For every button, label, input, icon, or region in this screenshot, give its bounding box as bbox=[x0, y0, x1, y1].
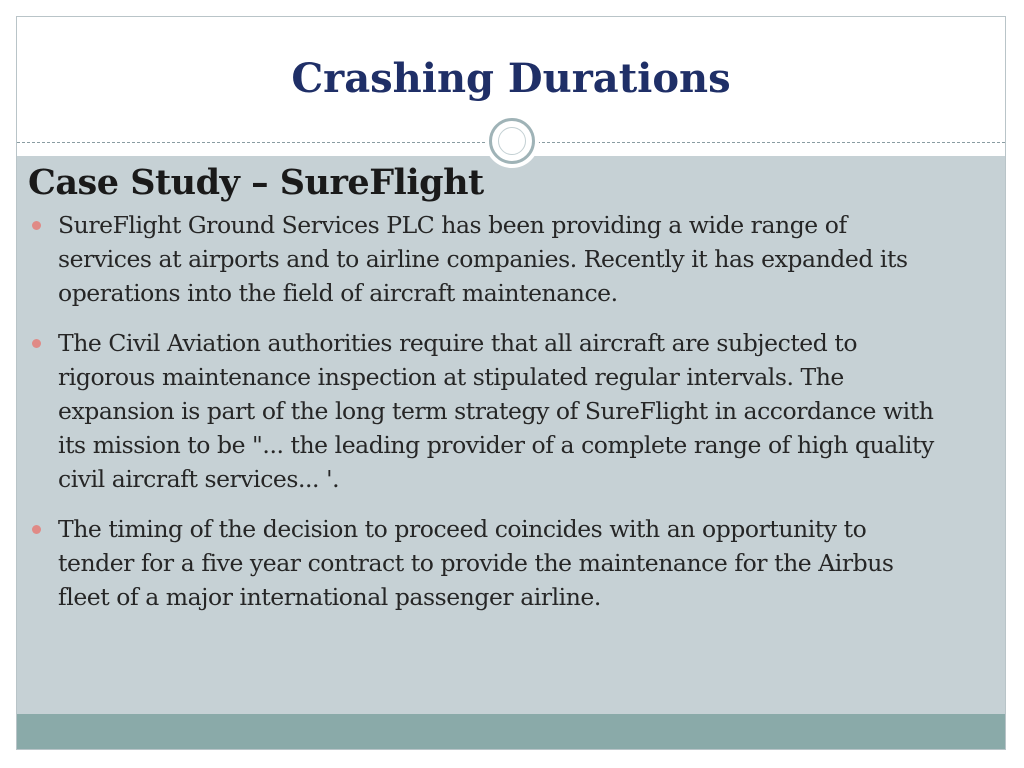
circle-ornament-icon bbox=[485, 114, 539, 168]
round-bullet-icon bbox=[32, 339, 41, 348]
bullet-text: SureFlight Ground Services PLC has been providing a wide range of services at airports and to airline companies. Recently it has expanded its operations into the field of aircraft maintenance. bbox=[58, 211, 908, 307]
bullet-list bbox=[28, 208, 938, 630]
footer-bar bbox=[17, 714, 1005, 749]
bullet-item bbox=[28, 326, 938, 496]
bullet-text: The Civil Aviation authorities require that all aircraft are subjected to rigorous maintenance inspection at stipulated regular intervals. The expansion is part of the long term strategy of SureFlight in accordance with its mission to be "... the leading provider of a complete range of high quality civil aircraft services... '. bbox=[58, 329, 934, 493]
round-bullet-icon bbox=[32, 525, 41, 534]
bullet-text: The timing of the decision to proceed coincides with an opportunity to tender for a five year contract to provide the maintenance for the Airbus fleet of a major international passenger airline. bbox=[58, 515, 894, 611]
slide-title: Crashing Durations bbox=[291, 55, 731, 102]
round-bullet-icon bbox=[32, 221, 41, 230]
bullet-item bbox=[28, 512, 938, 614]
bullet-item bbox=[28, 208, 938, 310]
slide-subtitle: Case Study – SureFlight bbox=[28, 162, 484, 203]
